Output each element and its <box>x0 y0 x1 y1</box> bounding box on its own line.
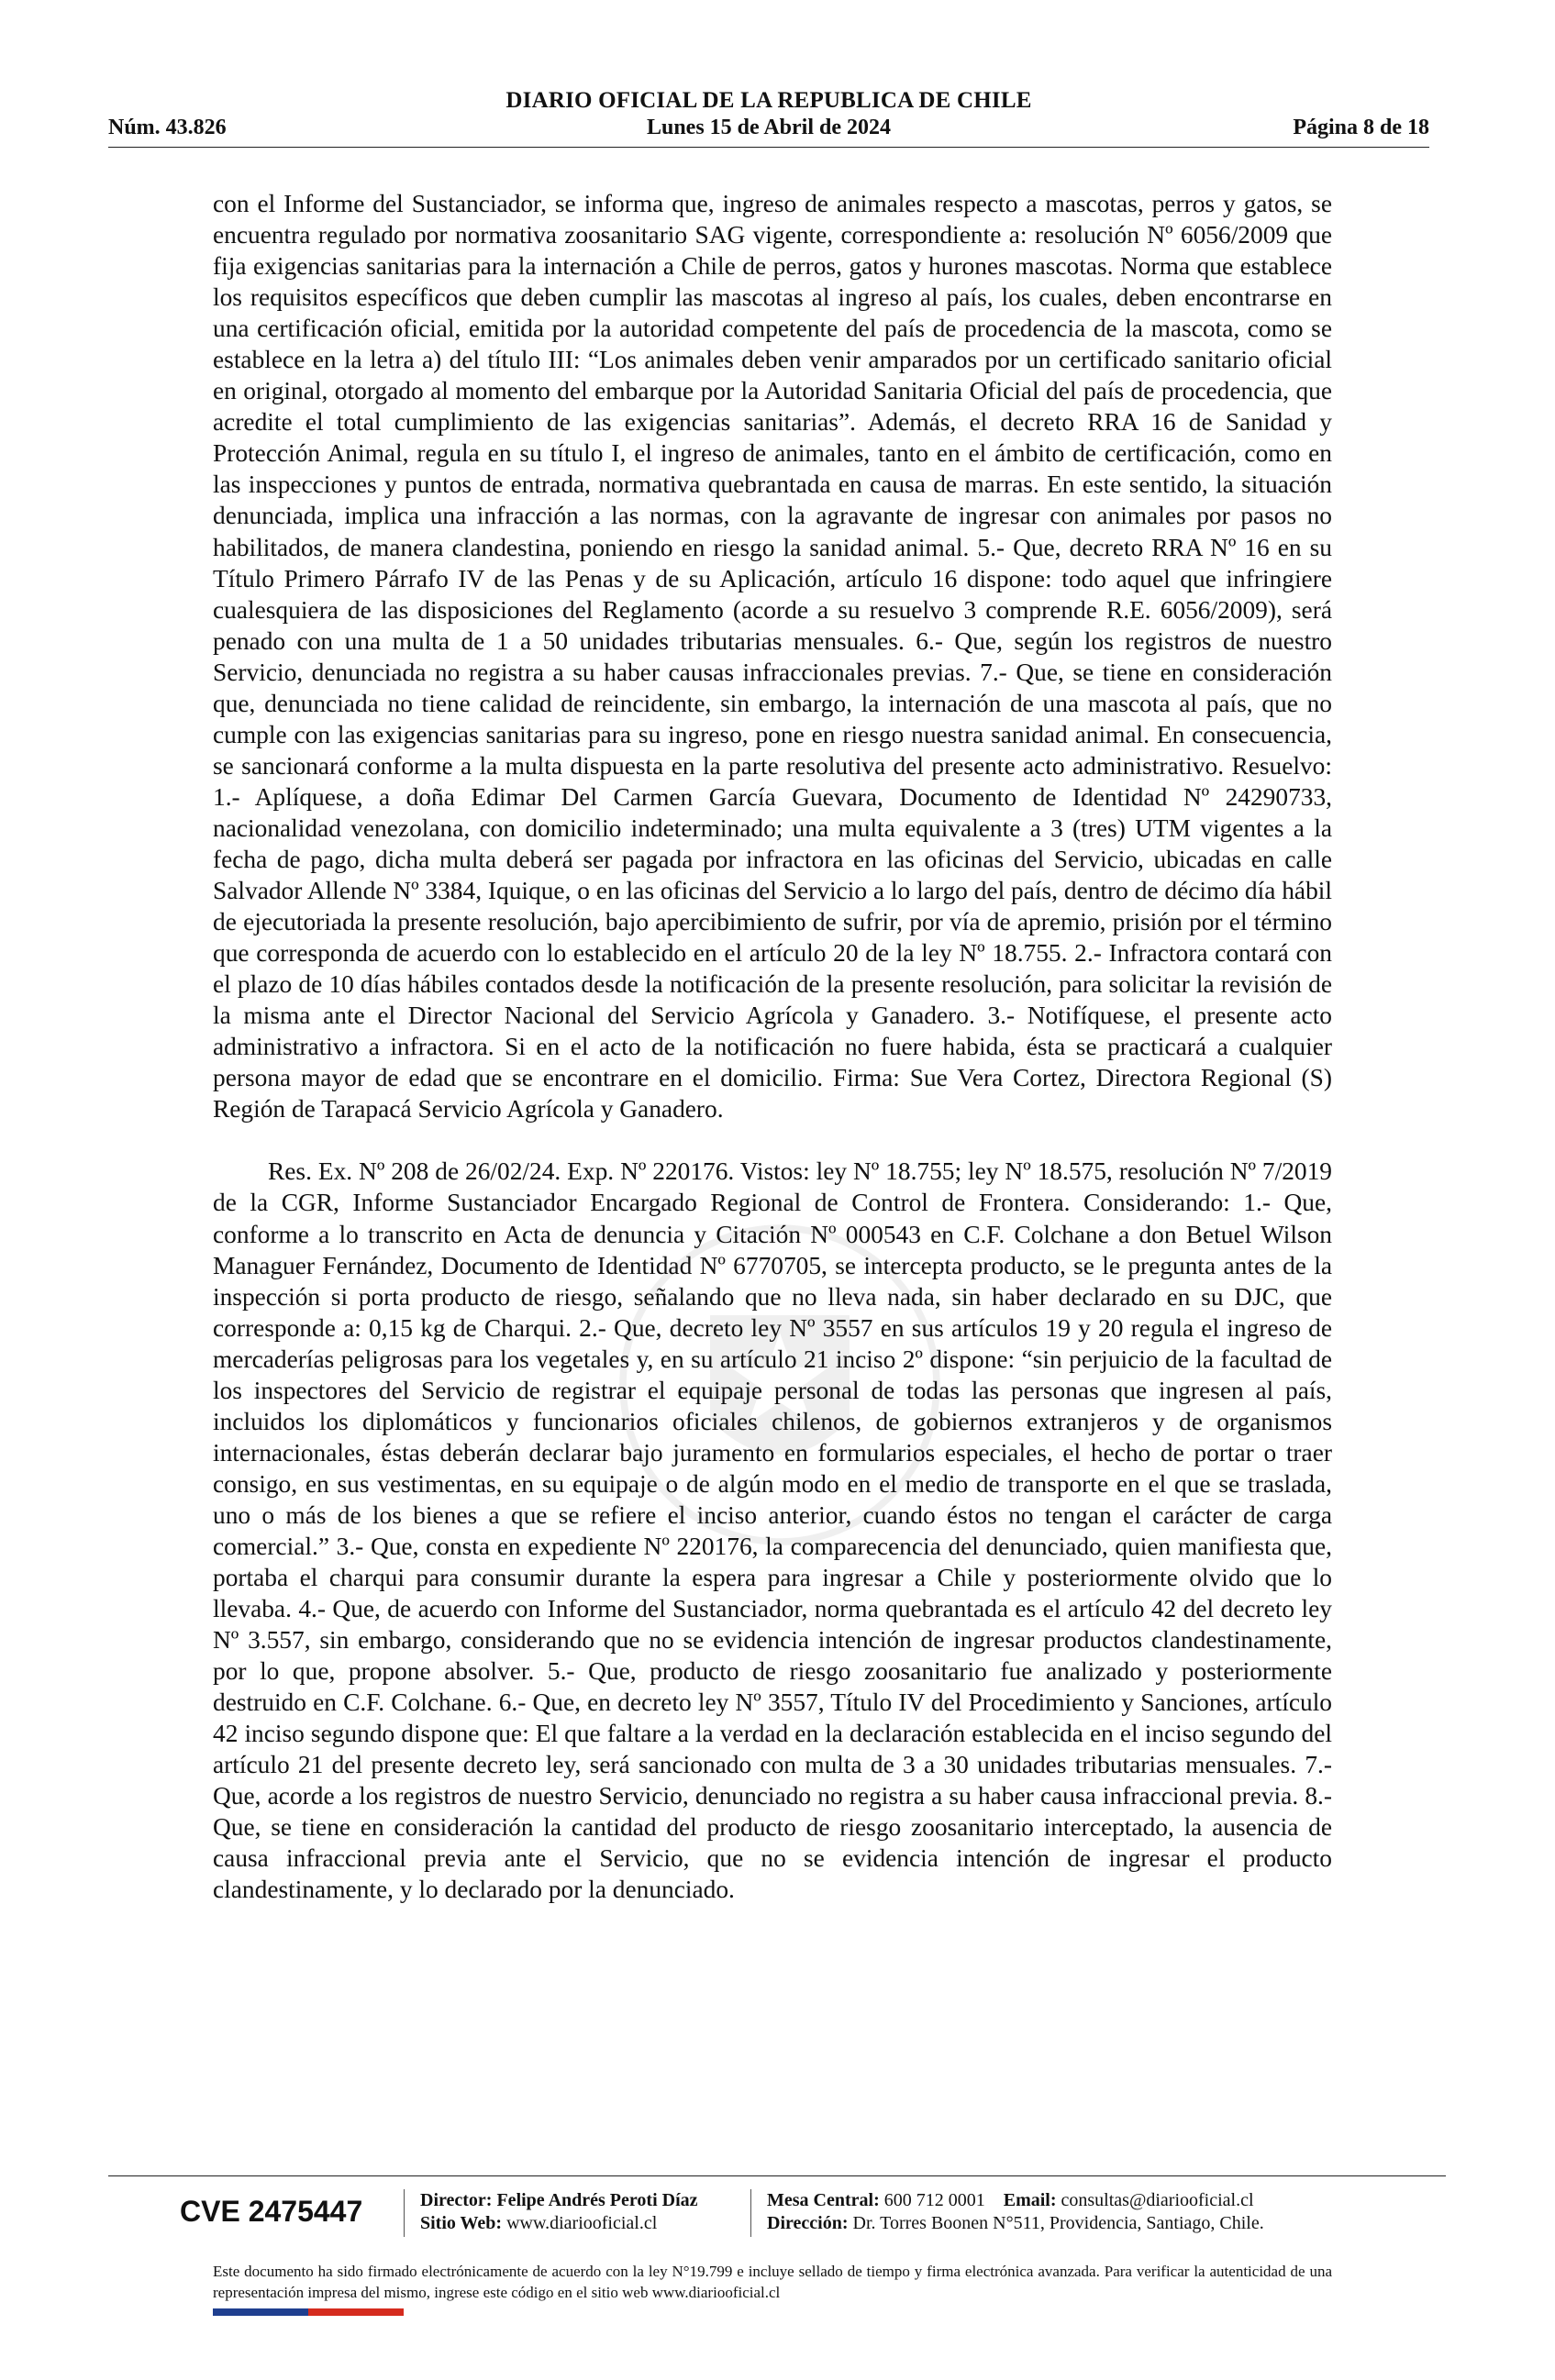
phone-label: Mesa Central: <box>767 2190 880 2210</box>
footer-separator <box>404 2189 405 2237</box>
document-body <box>213 188 1332 1906</box>
email-label: Email: <box>1003 2190 1057 2210</box>
page-footer <box>180 2186 1372 2241</box>
electronic-signature-note: Este documento ha sido firmado electrónicamente de acuerdo con la ley N°19.799 e incluye sellado de tiempo y firma electrónica avanzada. Para verificar la autenticidad de una representación impresa del mismo, ingrese este código en el sitio web www.diariooficial.cl <box>213 2263 1332 2301</box>
footer-contact-block <box>767 2189 1264 2235</box>
address-value: Dr. Torres Boonen N°511, Providencia, Santiago, Chile. <box>852 2213 1264 2233</box>
body-paragraph-continuation: con el Informe del Sustanciador, se informa que, ingreso de animales respecto a mascotas, perros y gatos, se encuentra regulado por normativa zoosanitario SAG vigente, correspondiente a: resolución Nº 6056/2009 que fija exigencias sanitarias para la internación a Chile de perros, gatos y hurones mascotas. Norma que establece los requisitos específicos que deben cumplir las mascotas al ingreso al país, los cuales, deben encontrarse en una certificación oficial, emitida por la autoridad competente del país de procedencia de la mascota, como se establece en la letra a) del título III: “Los animales deben venir amparados por un certificado sanitario oficial en original, otorgado al momento del embarque por la Autoridad Sanitaria Oficial del país de procedencia, que acredite el total cumplimiento de las exigencias sanitarias”. Además, el decreto RRA 16 de Sanidad y Protección Animal, regula en su título I, el ingreso de animales, tanto en el ámbito de certificación, como en las inspecciones y puntos de entrada, normativa quebrantada en causa de marras. En este sentido, la situación denunciada, implica una infracción a las normas, con la agravante de ingresar con animales por pasos no habilitados, de manera clandestina, poniendo en riesgo la sanidad animal. 5.- Que, decreto RRA Nº 16 en su Título Primero Párrafo IV de las Penas y de su Aplicación, artículo 16 dispone: todo aquel que infringiere cualesquiera de las disposiciones del Reglamento (acorde a su resuelvo 3 comprende R.E. 6056/2009), será penado con una multa de 1 a 50 unidades tributarias mensuales. 6.- Que, según los registros de nuestro Servicio, denunciada no registra a su haber causas infraccionales previas. 7.- Que, se tiene en consideración que, denunciada no tiene calidad de reincidente, sin embargo, la internación de una mascota al país, que no cumple con las exigencias sanitarias para su ingreso, pone en riesgo nuestra sanidad animal. En consecuencia, se sancionará conforme a la multa dispuesta en la parte resolutiva del presente acto administrativo. Resuelvo: 1.- Aplíquese, a doña Edimar Del Carmen García Guevara, Documento de Identidad Nº 24290733, nacionalidad venezolana, con domicilio indeterminado; una multa equivalente a 3 (tres) UTM vigentes a la fecha de pago, dicha multa deberá ser pagada por infractora en las oficinas del Servicio, ubicadas en calle Salvador Allende Nº 3384, Iquique, o en las oficinas del Servicio a lo largo del país, dentro de décimo día hábil de ejecutoriada la presente resolución, bajo apercibimiento de sufrir, por vía de apremio, prisión por el término que corresponda de acuerdo con lo establecido en el artículo 20 de la ley Nº 18.755. 2.- Infractora contará con el plazo de 10 días hábiles contados desde la notificación de la presente resolución, para solicitar la revisión de la misma ante el Director Nacional del Servicio Agrícola y Ganadero. 3.- Notifíquese, el presente acto administrativo a infractora. Si en el acto de la notificación no fuere habida, ésta se practicará a cualquier persona mayor de edad que se encontrare en el domicilio. Firma: Sue Vera Cortez, Directora Regional (S) Región de Tarapacá Servicio Agrícola y Ganadero. <box>213 190 1332 1124</box>
flag-red-segment <box>308 2308 404 2316</box>
website-line <box>420 2212 698 2235</box>
flag-color-bar <box>213 2308 404 2316</box>
address-line <box>767 2212 1264 2235</box>
flag-blue-segment <box>213 2308 308 2316</box>
phone-value: 600 712 0001 <box>883 2190 985 2210</box>
page-header <box>108 88 1429 154</box>
contact-line <box>767 2189 1264 2212</box>
address-label: Dirección: <box>767 2213 849 2233</box>
issue-date: Lunes 15 de Abril de 2024 <box>646 116 892 139</box>
director-label: Director: <box>420 2190 493 2210</box>
newspaper-title: DIARIO OFICIAL DE LA REPUBLICA DE CHILE <box>505 88 1032 113</box>
footer-director-block <box>420 2189 698 2235</box>
director-line <box>420 2189 698 2212</box>
issue-number: Núm. 43.826 <box>108 116 227 139</box>
email-link[interactable]: consultas@diariooficial.cl <box>1061 2190 1254 2210</box>
cve-code: CVE 2475447 <box>180 2195 363 2228</box>
header-meta-row <box>108 116 1429 143</box>
website-link[interactable]: www.diariooficial.cl <box>506 2213 658 2233</box>
page-indicator: Página 8 de 18 <box>1293 116 1429 139</box>
body-paragraph-res-208: Res. Ex. Nº 208 de 26/02/24. Exp. Nº 220176. Vistos: ley Nº 18.755; ley Nº 18.575, resolución Nº 7/2019 de la CGR, Informe Sustanciador Encargado Regional de Control de Frontera. Considerando: 1.- Que, conforme a lo transcrito en Acta de denuncia y Citación Nº 000543 en C.F. Colchane a don Betuel Wilson Managuer Fernández, Documento de Identidad Nº 6770705, se intercepta producto, se le pregunta antes de la inspección si porta producto de riesgo, señalando que no lleva nada, sin haber declarado en su DJC, que corresponde a: 0,15 kg de Charqui. 2.- Que, decreto ley Nº 3557 en sus artículos 19 y 20 regula el ingreso de mercaderías peligrosas para los vegetales y, en su artículo 21 inciso 2º dispone: “sin perjuicio de la facultad de los inspectores del Servicio de registrar el equipaje personal de todas las personas que ingresen al país, incluidos los diplomáticos y funcionarios oficiales chilenos, de gobiernos extranjeros y de organismos internacionales, éstas deberán declarar bajo juramento en formularios especiales, el hecho de portar o traer consigo, en sus vestimentas, en su equipaje o de algún modo en el medio de transporte en el que se traslada, uno o más de los bienes a que se refiere el inciso anterior, cuando éstos no tengan el carácter de carga comercial.” 3.- Que, consta en expediente Nº 220176, la comparecencia del denunciado, quien manifiesta que, portaba el charqui para consumir durante la espera para ingresar a Chile y posteriormente olvido que lo llevaba. 4.- Que, de acuerdo con Informe del Sustanciador, norma quebrantada es el artículo 42 del decreto ley Nº 3.557, sin embargo, considerando que no se evidencia intención de ingresar productos clandestinamente, por lo que, propone absolver. 5.- Que, producto de riesgo zoosanitario fue analizado y posteriormente destruido en C.F. Colchane. 6.- Que, en decreto ley Nº 3557, Título IV del Procedimiento y Sanciones, artículo 42 inciso segundo dispone que: El que faltare a la verdad en la declaración establecida en el inciso segundo del artículo 21 del presente decreto ley, será sancionado con multa de 3 a 30 unidades tributarias mensuales. 7.- Que, acorde a los registros de nuestro Servicio, denunciado no registra a su haber causa infraccional previa. 8.- Que, se tiene en consideración la cantidad del producto de riesgo zoosanitario interceptado, la ausencia de causa infraccional previa ante el Servicio, que no se evidencia intención de ingresar el producto clandestinamente, y lo declarado por la denunciado. <box>213 1157 1332 1904</box>
website-label: Sitio Web: <box>420 2213 503 2233</box>
footer-divider <box>108 2175 1446 2176</box>
director-name: Felipe Andrés Peroti Díaz <box>496 2190 698 2210</box>
footer-separator <box>750 2189 751 2237</box>
header-divider <box>108 147 1429 148</box>
